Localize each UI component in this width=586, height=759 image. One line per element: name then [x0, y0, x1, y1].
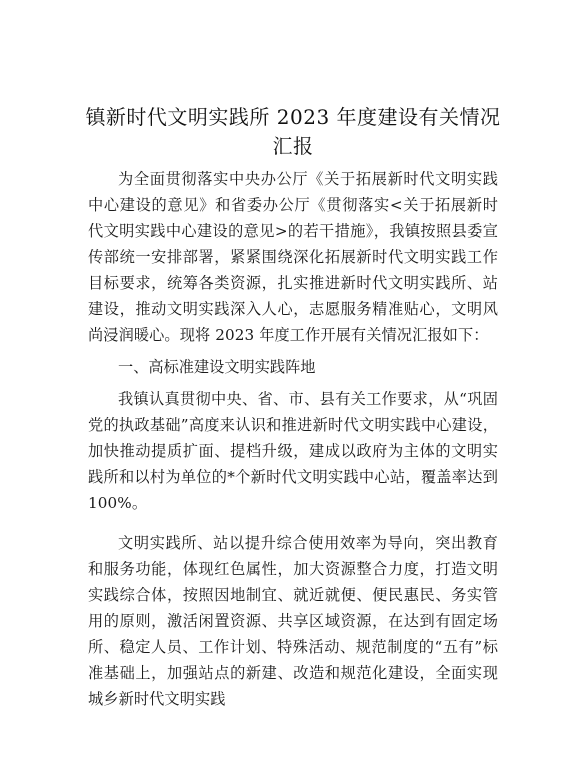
intro-paragraph: 为全面贯彻落实中央办公厅《关于拓展新时代文明实践中心建设的意见》和省委办公厅《贯彻落实<关于拓展新时代文明实践中心建设的意见>的若干措施》，我镇按照县委宣传部统一安排部署，紧紧围绕深化拓展新时代文明实践工作目标要求，统筹各类资源，扎实推进新时代文明实践所、站建设，推动文明实践深入人心，志愿服务精准贴心，文明风尚浸润暖心。现将 2023 年度工作开展有关情况汇报如下：: [88, 170, 498, 344]
body-paragraph-1: 我镇认真贯彻中央、省、市、县有关工作要求，从“巩固党的执政基础”高度来认识和推进新时代文明实践中心建设，加快推动提质扩面、提档升级，建成以政府为主体的文明实践所和以村为单位的*个新时代文明实践中心站，覆盖率达到 100%。: [88, 390, 498, 512]
document-body: [88, 166, 498, 712]
document-title: 镇新时代文明实践所 2023 年度建设有关情况汇报: [85, 105, 501, 158]
section-heading: 一、高标准建设文明实践阵地: [118, 358, 316, 376]
body-paragraph-2: 文明实践所、站以提升综合使用效率为导向，突出教育和服务功能，体现红色属性，加大资源整合力度，打造文明实践综合体，按照因地制宜、就近就便、便民惠民、务实管用的原则，激活闲置资源、共享区域资源，在达到有固定场所、稳定人员、工作计划、特殊活动、规范制度的“五有”标准基础上，加强站点的新建、改造和规范化建设，全面实现城乡新时代文明实践: [88, 534, 498, 708]
